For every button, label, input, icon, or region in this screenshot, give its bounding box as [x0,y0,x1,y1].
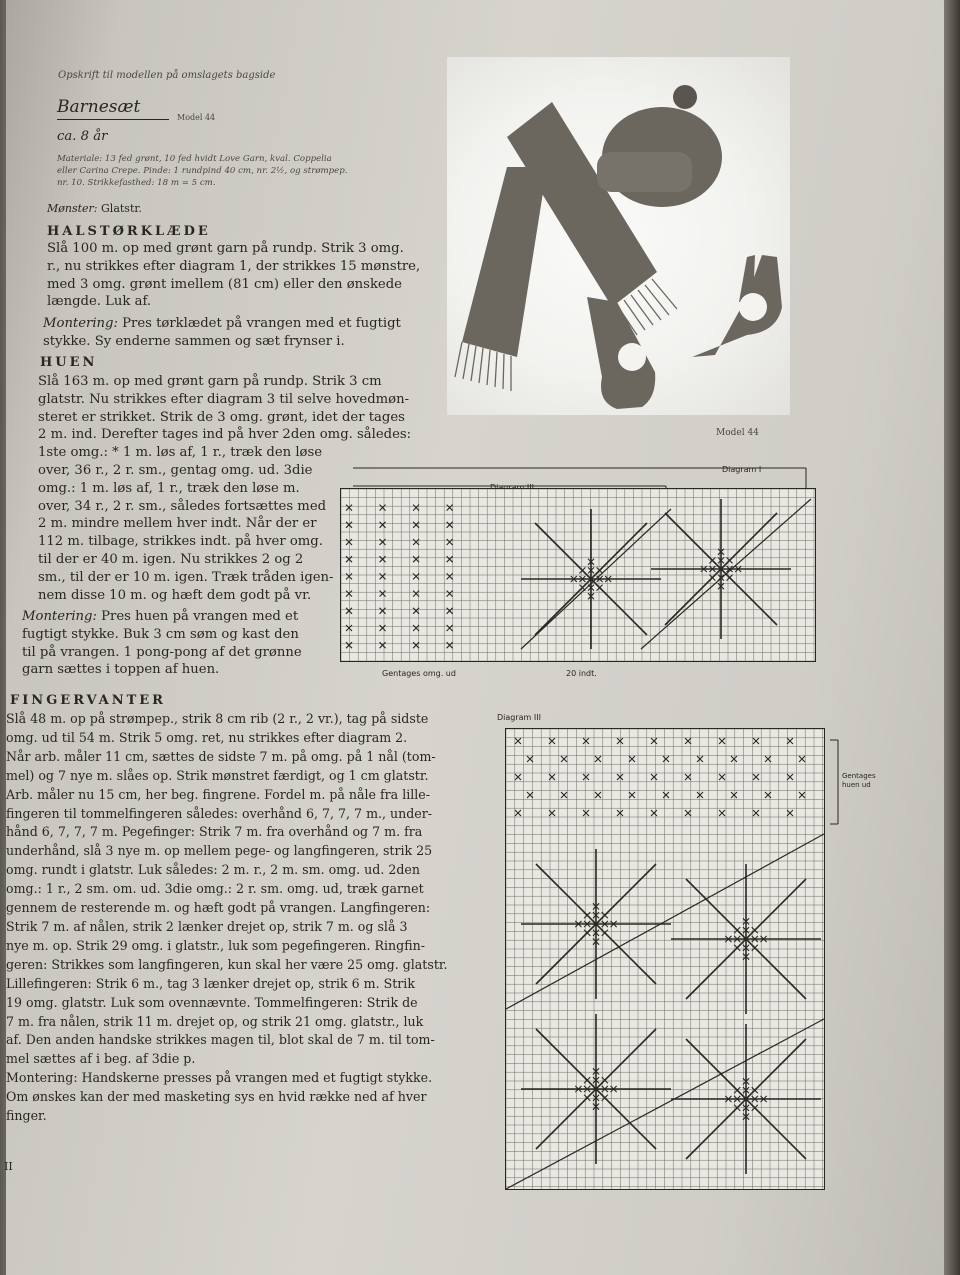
diagram-2-chart [505,728,825,1190]
materials-line: Materiale: 13 fed grønt, 10 fed hvidt Love Garn, kval. Coppelia [57,154,332,164]
stitch-mark [731,792,737,798]
stitch-mark [515,810,521,816]
stitch-mark [583,810,589,816]
instruction-line: med 3 omg. grønt imellem (81 cm) eller den ønskede [47,276,402,292]
stitch-mark [597,585,603,591]
scarf-assembly [43,315,401,351]
stitch-mark [346,608,352,614]
stitch-mark [709,557,715,563]
assembly-text: Pres tørklædet på vrangen med et fugtigt [122,316,401,331]
stitch-mark [617,738,623,744]
instruction-line: nem disse 10 m. og hæft dem godt på vr. [38,587,312,603]
stitch-mark [727,557,733,563]
stitch-mark [617,774,623,780]
instruction-line: fingeren til tommelfingeren således: overhånd 6, 7, 7, 7 m., under- [6,805,433,821]
instruction-line: Strik 7 m. af nålen, strik 2 lænker drejet op, strik 7 m. og slå 3 [6,918,408,934]
stitch-mark [346,591,352,597]
instruction-line: r., nu strikkes efter diagram 1, der strikkes 15 mønstre, [47,258,421,274]
instruction-line: Når arb. måler 11 cm, sættes de sidste 7 m. på omg. på 1 nål (tom- [6,748,436,764]
materials-line: nr. 10. Strikkefasthed: 18 m = 5 cm. [57,178,216,188]
instruction-line: 112 m. tilbage, strikkes indt. på hver omg. [38,534,323,550]
instruction-line: 19 omg. glatstr. Luk som ovennævnte. Tommelfingeren: Strik de [6,994,418,1010]
stitch-mark [651,810,657,816]
diagram-1-outer-label: Diagram I [722,465,762,474]
stitch-mark [346,625,352,631]
stitch-mark [380,556,386,562]
instruction-line: Montering: Handskerne presses på vrangen med et fugtigt stykke. [6,1070,433,1086]
instruction-line: Arb. måler nu 15 cm, her beg. fingrene. Fordel m. på nåle fra lille- [6,786,431,802]
instruction-line: mel sættes af i beg. af 3die p. [6,1051,196,1067]
instruction-line: stykke. Sy enderne sammen og sæt frynser i. [43,333,345,349]
stitch-mark [685,738,691,744]
instruction-line: fugtigt stykke. Buk 3 cm søm og kast den [22,626,299,642]
stitch-mark [685,774,691,780]
stitch-mark [753,738,759,744]
instruction-line: mel) og 7 nye m. slåes op. Strik mønstret færdigt, og 1 cm glatstr. [6,767,429,783]
diagram-2-label: Diagram III [497,713,541,722]
stitch-mark [727,575,733,581]
stitch-mark [346,505,352,511]
glove-right [692,255,782,357]
assembly-label: Montering: [43,316,118,331]
instruction-line: omg. ud til 54 m. Strik 5 omg. ret, nu strikkes efter diagram 2. [6,729,408,745]
model-reference: Model 44 [177,113,216,122]
instruction-line: gennem de resterende m. og hæft godt på vrangen. Langfingeren: [6,900,431,916]
diagram-1-grid [341,489,815,661]
stitch-mark [709,575,715,581]
stitch-mark [799,756,805,762]
stitch-mark [719,738,725,744]
instruction-line: geren: Strikkes som langfingeren, kun skal her være 25 omg. glatstr. [6,956,448,972]
recipe-title: Barnesæt [57,97,141,117]
title-underline [57,119,169,120]
stitch-mark [685,810,691,816]
stitch-mark [380,539,386,545]
gloves-instructions [6,710,448,1126]
stitch-mark [731,756,737,762]
stitch-mark [380,642,386,648]
pattern-value: Glatstr. [101,202,142,215]
page-number: II [4,1160,13,1173]
stitch-mark [447,608,453,614]
instruction-line: steret er strikket. Strik de 3 omg. grønt, idet der tages [38,409,405,425]
assembly-text: Pres huen på vrangen med et [101,609,299,624]
instruction-line: over, 34 r., 2 r. sm., således fortsættes med [38,498,327,514]
stitch-mark [346,642,352,648]
instruction-line: længde. Luk af. [47,294,152,310]
instruction-line: Om ønskes kan der med masketing sys en hvid række ned af hver [6,1089,427,1105]
instruction-line: hånd 6, 7, 7, 7 m. Pegefinger: Strik 7 m. fra overhånd og 7 m. fra [6,824,423,840]
instruction-line: til der er 40 m. igen. Nu strikkes 2 og 2 [38,551,304,567]
scarf-instructions [47,240,420,311]
stitch-mark [527,756,533,762]
diagram-1-repeat-label: Gentages omg. ud [382,669,456,678]
stitch-mark [595,756,601,762]
photo-caption: Model 44 [716,428,759,438]
stitch-mark [346,573,352,579]
diagram-2-grid [506,729,824,1189]
diagram-2-repeat-label: Gentages huen ud [842,772,876,789]
instruction-line: omg.: 1 m. løs af, 1 r., træk den løse m. [38,480,300,496]
stitch-mark [380,625,386,631]
stitch-mark [447,505,453,511]
size-label: ca. 8 år [57,129,108,144]
stitch-mark [515,738,521,744]
instruction-line: Lillefingeren: Strik 6 m., tag 3 lænker drejet op, strik 6 m. Strik [6,975,415,991]
instruction-line: underhånd, slå 3 nye m. op mellem pege- og langfingeren, strik 25 [6,843,433,859]
instruction-line: 2 m. ind. Derefter tages ind på hver 2den omg. således: [38,427,412,443]
stitch-mark [515,774,521,780]
knitwear-photo [447,57,790,415]
stitch-mark [651,774,657,780]
stitch-mark [753,774,759,780]
stitch-mark [629,756,635,762]
instruction-line: glatstr. Nu strikkes efter diagram 3 til selve hovedmøn- [38,391,410,407]
stitch-mark [787,774,793,780]
page-edge-shadow [944,0,960,1275]
instruction-line: Slå 163 m. op med grønt garn på rundp. Strik 3 cm [38,374,382,389]
stitch-mark [447,539,453,545]
stitch-mark [697,792,703,798]
instruction-line: 1ste omg.: * 1 m. løs af, 1 r., træk den løse [38,445,323,461]
instruction-line: garn sættes i toppen af huen. [22,662,220,678]
stitch-mark [787,810,793,816]
stitch-mark [527,792,533,798]
stitch-mark [697,756,703,762]
stitch-mark [719,810,725,816]
stitch-mark [753,810,759,816]
stitch-mark [447,591,453,597]
stitch-mark [579,567,585,573]
stitch-mark [346,522,352,528]
stitch-mark [346,539,352,545]
pattern-line [47,200,142,218]
stitch-mark [380,591,386,597]
assembly-label: Montering: [22,609,97,624]
stitch-mark [561,792,567,798]
knitwear-illustration [447,57,790,415]
stitch-mark [629,792,635,798]
stitch-mark [595,792,601,798]
stitch-mark [447,573,453,579]
stitch-mark [380,608,386,614]
stitch-mark [663,792,669,798]
instruction-line: finger. [6,1108,47,1124]
stitch-mark [787,738,793,744]
stitch-mark [651,738,657,744]
stitch-mark [799,792,805,798]
pattern-label: Mønster: [47,202,98,215]
instruction-line: over, 36 r., 2 r. sm., gentag omg. ud. 3die [38,462,313,478]
instruction-line: sm., til der er 10 m. igen. Træk tråden igen- [38,569,334,585]
instruction-line [43,315,401,333]
stitch-mark [583,774,589,780]
hat-heading: HUEN [40,355,98,370]
materials-line: eller Carina Crepe. Pinde: 1 rundpind 40 cm, nr. 2½, og strømpep. [57,166,348,176]
stitch-mark [663,756,669,762]
stitch-mark [597,567,603,573]
diagram-1-count-label: 20 indt. [566,669,597,678]
recipe-subtitle: Opskrift til modellen på omslagets bagside [58,70,276,81]
hat-assembly [22,608,302,679]
stitch-mark [617,810,623,816]
stitch-mark [719,774,725,780]
instruction-line: Slå 48 m. op på strømpep., strik 8 cm rib (2 r., 2 vr.), tag på sidste [6,711,429,726]
instruction-line: af. Den anden handske strikkes magen til, blot skal de 7 m. til tom- [6,1032,435,1048]
hat-illustration [597,85,722,207]
stitch-mark [447,522,453,528]
scarf-heading: HALSTØRKLÆDE [47,224,211,239]
materials-block [57,153,347,189]
instruction-line: omg.: 1 r., 2 sm. om. ud. 3die omg.: 2 r. sm. omg. ud, træk garnet [6,881,424,897]
instruction-line [22,608,302,626]
instruction-line: nye m. op. Strik 29 omg. i glatstr., luk som pegefingeren. Ringfin- [6,937,425,953]
stitch-mark [380,505,386,511]
stitch-mark [447,556,453,562]
stitch-mark [561,756,567,762]
stitch-mark [380,573,386,579]
gloves-heading: FINGERVANTER [10,693,166,708]
diagram-1-chart [340,488,816,662]
stitch-mark [380,522,386,528]
instruction-line: 2 m. mindre mellem hver indt. Når der er [38,516,317,532]
stitch-mark [583,738,589,744]
stitch-mark [346,556,352,562]
instruction-line: omg. rundt i glatstr. Luk således: 2 m. r., 2 m. sm. omg. ud. 2den [6,862,420,878]
instruction-line: til på vrangen. 1 pong-pong af det grønne [22,644,302,660]
instruction-line: Slå 100 m. op med grønt garn på rundp. Strik 3 omg. [47,241,404,256]
instruction-line: 7 m. fra nålen, strik 11 m. drejet op, og strik 21 omg. glatstr., luk [6,1013,424,1029]
stitch-mark [447,625,453,631]
stitch-mark [447,642,453,648]
